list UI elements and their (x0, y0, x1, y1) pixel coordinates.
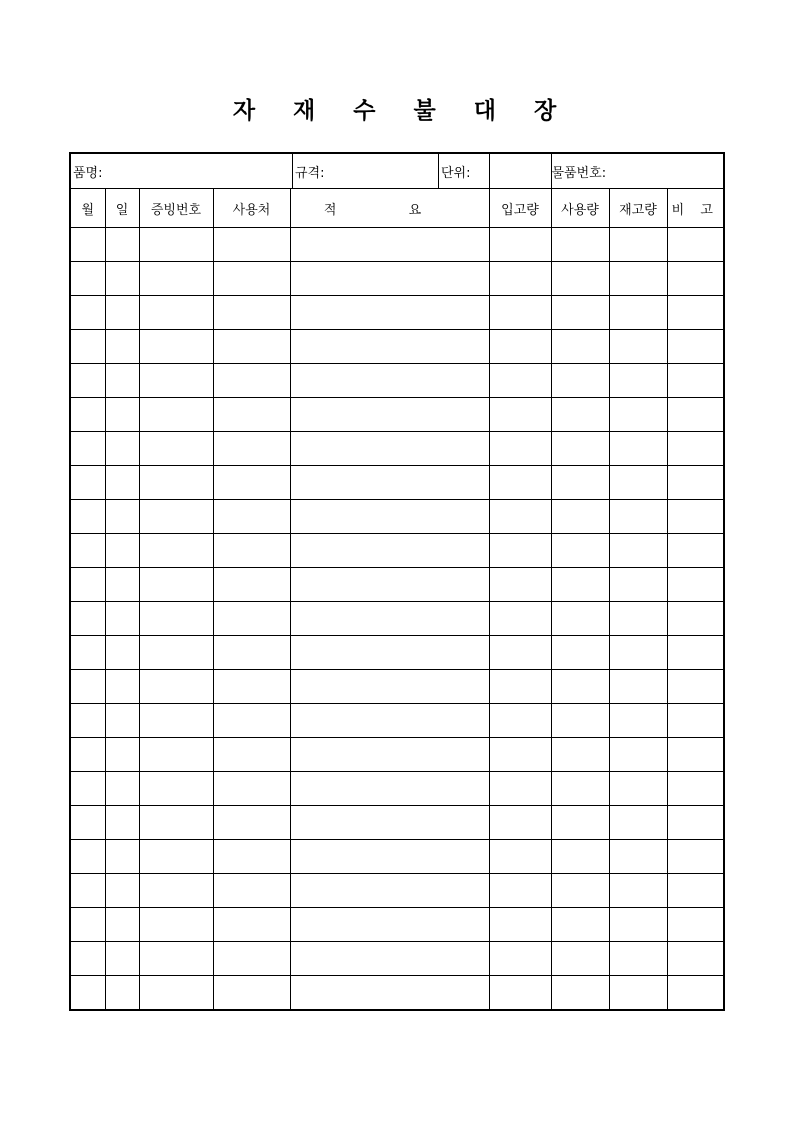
unit-field[interactable] (439, 154, 489, 188)
cell-used-qty[interactable] (551, 738, 609, 772)
cell-used-by[interactable] (213, 466, 290, 500)
cell-received-qty[interactable] (489, 806, 551, 840)
col-header-voucher-no: 증빙번호 (139, 189, 213, 228)
col-header-used-qty: 사용량 (551, 189, 609, 228)
info-unit-extension-cell (489, 153, 551, 189)
cell-day[interactable] (105, 228, 139, 262)
cell-remarks[interactable] (667, 874, 724, 908)
cell-stock-qty[interactable] (609, 840, 667, 874)
cell-used-by[interactable] (213, 432, 290, 466)
cell-summary[interactable] (290, 670, 489, 704)
cell-day[interactable] (105, 296, 139, 330)
cell-summary[interactable] (290, 432, 489, 466)
cell-month[interactable] (70, 874, 105, 908)
cell-used-qty[interactable] (551, 466, 609, 500)
cell-remarks[interactable] (667, 704, 724, 738)
cell-month[interactable] (70, 398, 105, 432)
cell-received-qty[interactable] (489, 874, 551, 908)
cell-received-qty[interactable] (489, 228, 551, 262)
table-row (70, 602, 724, 636)
cell-month[interactable] (70, 772, 105, 806)
cell-received-qty[interactable] (489, 330, 551, 364)
cell-stock-qty[interactable] (609, 466, 667, 500)
cell-used-qty[interactable] (551, 772, 609, 806)
table-row (70, 908, 724, 942)
cell-used-by[interactable] (213, 874, 290, 908)
cell-used-qty[interactable] (551, 364, 609, 398)
cell-used-qty[interactable] (551, 704, 609, 738)
cell-day[interactable] (105, 398, 139, 432)
cell-used-by[interactable] (213, 330, 290, 364)
cell-used-qty[interactable] (551, 806, 609, 840)
cell-voucher-no[interactable] (139, 398, 213, 432)
cell-remarks[interactable] (667, 534, 724, 568)
table-row (70, 398, 724, 432)
cell-remarks[interactable] (667, 942, 724, 976)
cell-received-qty[interactable] (489, 296, 551, 330)
cell-stock-qty[interactable] (609, 330, 667, 364)
cell-summary[interactable] (290, 330, 489, 364)
cell-received-qty[interactable] (489, 976, 551, 1011)
cell-stock-qty[interactable] (609, 976, 667, 1011)
cell-day[interactable] (105, 670, 139, 704)
cell-used-qty[interactable] (551, 432, 609, 466)
cell-voucher-no[interactable] (139, 262, 213, 296)
cell-received-qty[interactable] (489, 772, 551, 806)
cell-stock-qty[interactable] (609, 636, 667, 670)
cell-day[interactable] (105, 262, 139, 296)
cell-received-qty[interactable] (489, 466, 551, 500)
cell-used-by[interactable] (213, 262, 290, 296)
cell-summary[interactable] (290, 296, 489, 330)
cell-voucher-no[interactable] (139, 228, 213, 262)
cell-day[interactable] (105, 500, 139, 534)
cell-used-by[interactable] (213, 670, 290, 704)
cell-summary[interactable] (290, 976, 489, 1011)
cell-used-qty[interactable] (551, 840, 609, 874)
cell-summary[interactable] (290, 228, 489, 262)
cell-voucher-no[interactable] (139, 296, 213, 330)
item-number-label: 물품번호: (551, 165, 607, 181)
cell-received-qty[interactable] (489, 738, 551, 772)
cell-used-qty[interactable] (551, 568, 609, 602)
cell-received-qty[interactable] (489, 942, 551, 976)
cell-remarks[interactable] (667, 262, 724, 296)
cell-stock-qty[interactable] (609, 670, 667, 704)
cell-summary[interactable] (290, 908, 489, 942)
cell-remarks[interactable] (667, 330, 724, 364)
col-header-remarks: 비 고 (667, 189, 724, 228)
cell-used-by[interactable] (213, 398, 290, 432)
table-row (70, 330, 724, 364)
cell-remarks[interactable] (667, 772, 724, 806)
cell-used-qty[interactable] (551, 534, 609, 568)
cell-used-by[interactable] (213, 228, 290, 262)
cell-voucher-no[interactable] (139, 534, 213, 568)
cell-voucher-no[interactable] (139, 602, 213, 636)
column-header-row (70, 189, 724, 228)
cell-month[interactable] (70, 840, 105, 874)
cell-voucher-no[interactable] (139, 500, 213, 534)
table-row (70, 976, 724, 1011)
cell-day[interactable] (105, 976, 139, 1011)
page-title: 자 재 수 불 대 장 (232, 97, 572, 124)
table-row (70, 364, 724, 398)
cell-used-qty[interactable] (551, 942, 609, 976)
cell-received-qty[interactable] (489, 704, 551, 738)
table-row (70, 534, 724, 568)
cell-used-qty[interactable] (551, 262, 609, 296)
item-name-field[interactable] (71, 154, 293, 188)
cell-voucher-no[interactable] (139, 942, 213, 976)
cell-stock-qty[interactable] (609, 500, 667, 534)
cell-day[interactable] (105, 568, 139, 602)
cell-stock-qty[interactable] (609, 942, 667, 976)
cell-month[interactable] (70, 908, 105, 942)
cell-voucher-no[interactable] (139, 806, 213, 840)
cell-remarks[interactable] (667, 466, 724, 500)
cell-stock-qty[interactable] (609, 228, 667, 262)
cell-voucher-no[interactable] (139, 908, 213, 942)
cell-month[interactable] (70, 738, 105, 772)
cell-summary[interactable] (290, 874, 489, 908)
cell-remarks[interactable] (667, 976, 724, 1011)
spec-field[interactable] (293, 154, 439, 188)
table-row (70, 942, 724, 976)
cell-received-qty[interactable] (489, 602, 551, 636)
cell-day[interactable] (105, 330, 139, 364)
cell-day[interactable] (105, 636, 139, 670)
cell-received-qty[interactable] (489, 398, 551, 432)
cell-summary[interactable] (290, 262, 489, 296)
table-row (70, 772, 724, 806)
inventory-ledger-table (69, 152, 725, 1011)
cell-stock-qty[interactable] (609, 738, 667, 772)
cell-summary[interactable] (290, 364, 489, 398)
cell-received-qty[interactable] (489, 908, 551, 942)
cell-received-qty[interactable] (489, 534, 551, 568)
cell-month[interactable] (70, 262, 105, 296)
cell-voucher-no[interactable] (139, 874, 213, 908)
cell-month[interactable] (70, 602, 105, 636)
cell-used-qty[interactable] (551, 908, 609, 942)
cell-month[interactable] (70, 806, 105, 840)
cell-month[interactable] (70, 228, 105, 262)
cell-used-qty[interactable] (551, 228, 609, 262)
table-row (70, 806, 724, 840)
col-header-stock-qty: 재고량 (609, 189, 667, 228)
table-row (70, 874, 724, 908)
cell-voucher-no[interactable] (139, 840, 213, 874)
cell-used-by[interactable] (213, 364, 290, 398)
cell-month[interactable] (70, 568, 105, 602)
cell-summary[interactable] (290, 840, 489, 874)
cell-used-by[interactable] (213, 772, 290, 806)
cell-used-by[interactable] (213, 602, 290, 636)
cell-remarks[interactable] (667, 296, 724, 330)
cell-received-qty[interactable] (489, 432, 551, 466)
cell-stock-qty[interactable] (609, 364, 667, 398)
unit-label: 단위: (441, 165, 471, 181)
cell-summary[interactable] (290, 466, 489, 500)
cell-voucher-no[interactable] (139, 738, 213, 772)
cell-received-qty[interactable] (489, 500, 551, 534)
cell-used-qty[interactable] (551, 636, 609, 670)
cell-day[interactable] (105, 704, 139, 738)
cell-stock-qty[interactable] (609, 602, 667, 636)
table-row (70, 670, 724, 704)
cell-stock-qty[interactable] (609, 534, 667, 568)
cell-stock-qty[interactable] (609, 704, 667, 738)
cell-used-by[interactable] (213, 738, 290, 772)
cell-remarks[interactable] (667, 670, 724, 704)
cell-summary[interactable] (290, 534, 489, 568)
cell-summary[interactable] (290, 636, 489, 670)
table-row (70, 296, 724, 330)
cell-stock-qty[interactable] (609, 806, 667, 840)
col-header-month: 월 (70, 189, 105, 228)
cell-voucher-no[interactable] (139, 704, 213, 738)
cell-stock-qty[interactable] (609, 908, 667, 942)
table-row (70, 228, 724, 262)
cell-remarks[interactable] (667, 636, 724, 670)
cell-received-qty[interactable] (489, 636, 551, 670)
table-row (70, 840, 724, 874)
cell-summary[interactable] (290, 500, 489, 534)
col-header-day: 일 (105, 189, 139, 228)
cell-day[interactable] (105, 806, 139, 840)
table-row (70, 466, 724, 500)
cell-used-by[interactable] (213, 636, 290, 670)
spec-label: 규격: (295, 165, 325, 181)
cell-voucher-no[interactable] (139, 976, 213, 1011)
cell-stock-qty[interactable] (609, 874, 667, 908)
cell-stock-qty[interactable] (609, 432, 667, 466)
col-header-summary: 적 요 (290, 189, 489, 228)
cell-month[interactable] (70, 636, 105, 670)
cell-received-qty[interactable] (489, 262, 551, 296)
cell-remarks[interactable] (667, 398, 724, 432)
cell-day[interactable] (105, 874, 139, 908)
cell-month[interactable] (70, 466, 105, 500)
cell-summary[interactable] (290, 806, 489, 840)
table-row (70, 500, 724, 534)
cell-used-qty[interactable] (551, 398, 609, 432)
cell-received-qty[interactable] (489, 840, 551, 874)
cell-month[interactable] (70, 942, 105, 976)
cell-day[interactable] (105, 364, 139, 398)
cell-month[interactable] (70, 330, 105, 364)
cell-remarks[interactable] (667, 738, 724, 772)
cell-used-by[interactable] (213, 534, 290, 568)
cell-received-qty[interactable] (489, 568, 551, 602)
cell-voucher-no[interactable] (139, 330, 213, 364)
table-row (70, 704, 724, 738)
cell-summary[interactable] (290, 772, 489, 806)
cell-remarks[interactable] (667, 602, 724, 636)
cell-summary[interactable] (290, 568, 489, 602)
item-number-field[interactable] (551, 153, 724, 189)
cell-month[interactable] (70, 704, 105, 738)
cell-remarks[interactable] (667, 908, 724, 942)
col-header-received-qty: 입고량 (489, 189, 551, 228)
cell-summary[interactable] (290, 738, 489, 772)
cell-used-qty[interactable] (551, 296, 609, 330)
cell-month[interactable] (70, 364, 105, 398)
cell-month[interactable] (70, 432, 105, 466)
cell-voucher-no[interactable] (139, 568, 213, 602)
cell-remarks[interactable] (667, 432, 724, 466)
cell-day[interactable] (105, 432, 139, 466)
cell-received-qty[interactable] (489, 670, 551, 704)
cell-remarks[interactable] (667, 228, 724, 262)
cell-summary[interactable] (290, 602, 489, 636)
cell-summary[interactable] (290, 942, 489, 976)
cell-voucher-no[interactable] (139, 466, 213, 500)
cell-used-by[interactable] (213, 704, 290, 738)
cell-day[interactable] (105, 908, 139, 942)
cell-used-by[interactable] (213, 976, 290, 1011)
cell-used-qty[interactable] (551, 976, 609, 1011)
cell-used-by[interactable] (213, 806, 290, 840)
cell-month[interactable] (70, 670, 105, 704)
cell-remarks[interactable] (667, 840, 724, 874)
cell-used-qty[interactable] (551, 602, 609, 636)
cell-used-by[interactable] (213, 500, 290, 534)
cell-received-qty[interactable] (489, 364, 551, 398)
cell-used-qty[interactable] (551, 330, 609, 364)
cell-day[interactable] (105, 602, 139, 636)
cell-stock-qty[interactable] (609, 296, 667, 330)
cell-used-by[interactable] (213, 942, 290, 976)
cell-voucher-no[interactable] (139, 432, 213, 466)
cell-summary[interactable] (290, 398, 489, 432)
cell-day[interactable] (105, 466, 139, 500)
cell-remarks[interactable] (667, 806, 724, 840)
cell-month[interactable] (70, 296, 105, 330)
cell-stock-qty[interactable] (609, 398, 667, 432)
cell-used-qty[interactable] (551, 500, 609, 534)
cell-voucher-no[interactable] (139, 670, 213, 704)
cell-day[interactable] (105, 942, 139, 976)
cell-used-by[interactable] (213, 840, 290, 874)
info-row (70, 153, 724, 189)
cell-month[interactable] (70, 534, 105, 568)
cell-used-qty[interactable] (551, 670, 609, 704)
cell-summary[interactable] (290, 704, 489, 738)
cell-day[interactable] (105, 840, 139, 874)
table-row (70, 738, 724, 772)
cell-used-by[interactable] (213, 568, 290, 602)
info-left-cell (70, 153, 489, 189)
cell-remarks[interactable] (667, 568, 724, 602)
cell-used-by[interactable] (213, 908, 290, 942)
cell-day[interactable] (105, 738, 139, 772)
cell-used-by[interactable] (213, 296, 290, 330)
cell-remarks[interactable] (667, 364, 724, 398)
cell-stock-qty[interactable] (609, 772, 667, 806)
cell-stock-qty[interactable] (609, 262, 667, 296)
table-row (70, 432, 724, 466)
cell-month[interactable] (70, 500, 105, 534)
cell-remarks[interactable] (667, 500, 724, 534)
cell-stock-qty[interactable] (609, 568, 667, 602)
item-name-label: 품명: (73, 165, 103, 181)
cell-day[interactable] (105, 772, 139, 806)
cell-month[interactable] (70, 976, 105, 1011)
cell-voucher-no[interactable] (139, 364, 213, 398)
cell-voucher-no[interactable] (139, 636, 213, 670)
table-row (70, 262, 724, 296)
cell-voucher-no[interactable] (139, 772, 213, 806)
cell-day[interactable] (105, 534, 139, 568)
col-header-used-by: 사용처 (213, 189, 290, 228)
table-row (70, 636, 724, 670)
table-row (70, 568, 724, 602)
cell-used-qty[interactable] (551, 874, 609, 908)
